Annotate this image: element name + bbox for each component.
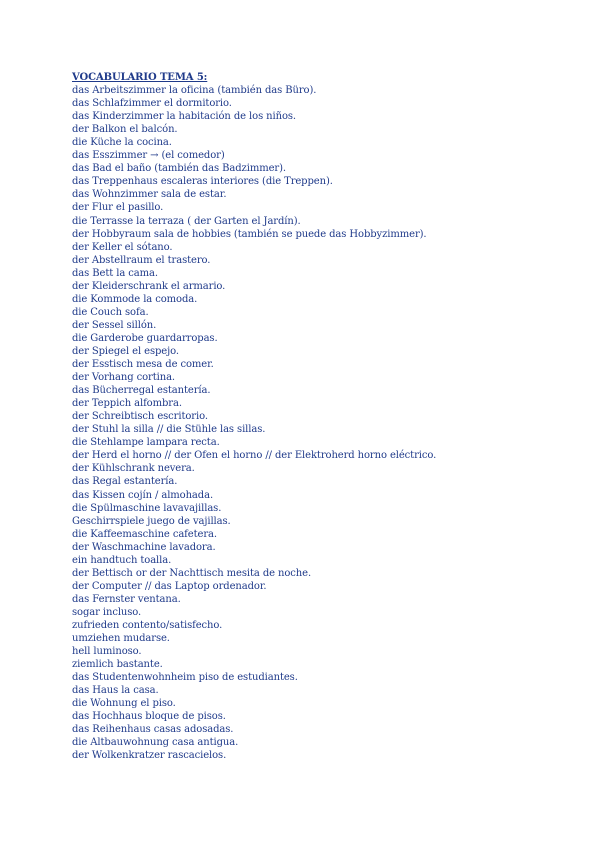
vocabulary-entry: das Wohnzimmer sala de estar.	[72, 189, 227, 201]
vocabulary-entry: das Fernster ventana.	[72, 593, 181, 605]
vocabulary-entry: die Altbauwohnung casa antigua.	[72, 737, 239, 749]
vocabulary-entry: das Arbeitszimmer la oficina (también das Büro).	[72, 85, 317, 97]
vocabulary-entry: der Bettisch or der Nachttisch mesita de noche.	[72, 567, 312, 579]
vocabulary-entry: der Schreibtisch escritorio.	[72, 411, 208, 423]
vocabulary-list	[72, 71, 542, 762]
vocabulary-entry: das Bett la cama.	[72, 267, 158, 279]
vocabulary-entry: die Wohnung el piso.	[72, 698, 176, 710]
vocabulary-entry: die Couch sofa.	[72, 306, 149, 318]
vocabulary-entry: die Stehlampe lampara recta.	[72, 437, 220, 449]
vocabulary-entry: der Waschmachine lavadora.	[72, 541, 216, 553]
vocabulary-entry: der Stuhl la silla // die Stühle las sillas.	[72, 424, 266, 436]
vocabulary-entry: Geschirrspiele juego de vajillas.	[72, 515, 231, 527]
vocabulary-entry: das Bücherregal estantería.	[72, 385, 211, 397]
vocabulary-entry: das Kissen cojín / almohada.	[72, 489, 214, 501]
vocabulary-entry: das Treppenhaus escaleras interiores (die Treppen).	[72, 176, 333, 188]
vocabulary-entry: der Keller el sótano.	[72, 241, 173, 253]
vocabulary-entry: der Herd el horno // der Ofen el horno // der Elektroherd horno eléctrico.	[72, 450, 437, 462]
vocabulary-entry: der Abstellraum el trastero.	[72, 254, 211, 266]
vocabulary-entry: das Reihenhaus casas adosadas.	[72, 724, 234, 736]
vocabulary-entry: der Wolkenkratzer rascacielos.	[72, 750, 227, 762]
vocabulary-entry: der Computer // das Laptop ordenador.	[72, 580, 267, 592]
vocabulary-entry: sogar incluso.	[72, 606, 142, 618]
vocabulary-entry: die Kommode la comoda.	[72, 293, 198, 305]
vocabulary-entry: der Flur el pasillo.	[72, 202, 164, 214]
vocabulary-entry: die Terrasse la terraza ( der Garten el Jardín).	[72, 215, 301, 227]
vocabulary-entry: die Spülmaschine lavavajillas.	[72, 502, 222, 514]
vocabulary-entry: das Kinderzimmer la habitación de los niños.	[72, 111, 296, 123]
vocabulary-entry: der Spiegel el espejo.	[72, 345, 179, 357]
vocabulary-entry: das Schlafzimmer el dormitorio.	[72, 98, 232, 110]
vocabulary-entry: umziehen mudarse.	[72, 633, 170, 645]
vocabulary-entry: der Kühlschrank nevera.	[72, 463, 195, 475]
vocabulary-entry: das Hochhaus bloque de pisos.	[72, 711, 226, 723]
vocabulary-entry: das Regal estantería.	[72, 476, 178, 488]
vocabulary-entry: der Vorhang cortina.	[72, 372, 176, 384]
vocabulary-entry: hell luminoso.	[72, 646, 142, 658]
vocabulary-entry: der Esstisch mesa de comer.	[72, 359, 214, 371]
vocabulary-entry: das Studentenwohnheim piso de estudiantes.	[72, 672, 298, 684]
vocabulary-entry: ziemlich bastante.	[72, 659, 163, 671]
vocabulary-lines	[72, 84, 542, 762]
vocabulary-entry: ein handtuch toalla.	[72, 554, 172, 566]
vocabulary-entry: die Garderobe guardarropas.	[72, 332, 218, 344]
vocabulary-entry: der Kleiderschrank el armario.	[72, 280, 226, 292]
vocabulary-entry: das Haus la casa.	[72, 685, 159, 697]
vocabulary-entry: der Hobbyraum sala de hobbies (también se puede das Hobbyzimmer).	[72, 228, 427, 240]
vocabulary-entry: der Teppich alfombra.	[72, 398, 182, 410]
document-title: VOCABULARIO TEMA 5:	[72, 72, 208, 83]
vocabulary-entry: das Esszimmer → (el comedor)	[72, 150, 225, 162]
vocabulary-entry: der Sessel sillón.	[72, 319, 157, 331]
vocabulary-entry: die Küche la cocina.	[72, 137, 172, 149]
vocabulary-entry: zufrieden contento/satisfecho.	[72, 619, 223, 631]
vocabulary-entry: das Bad el baño (también das Badzimmer).	[72, 163, 286, 175]
vocabulary-entry: die Kaffeemaschine cafetera.	[72, 528, 217, 540]
vocabulary-entry: der Balkon el balcón.	[72, 124, 178, 136]
